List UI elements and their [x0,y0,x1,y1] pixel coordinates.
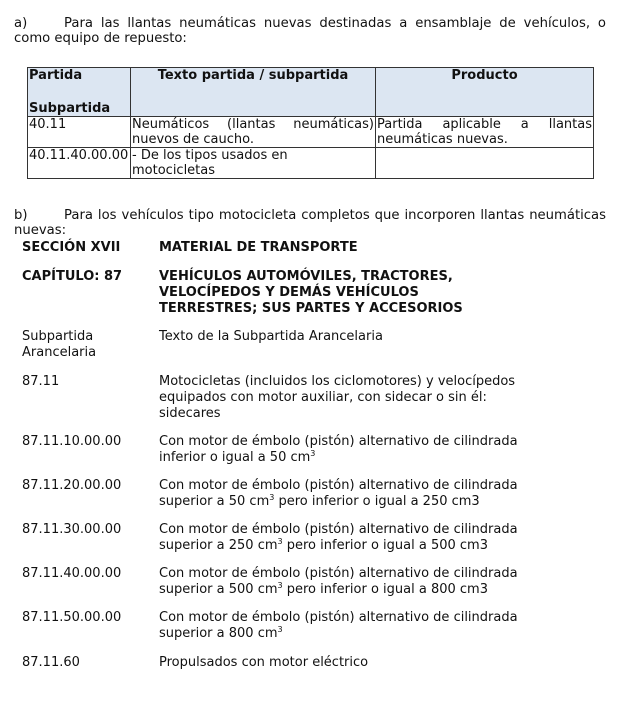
entry-code: 87.11.20.00.00 [22,478,122,493]
row-code: 40.11.40.00.00 [28,148,131,179]
chapter-title: VEHÍCULOS AUTOMÓVILES, TRACTORES, VELOCÍPEDOS Y DEMÁS VEHÍCULOS TERRESTRES; SUS PARTES Y ACCESORIOS [159,269,463,316]
list-item [22,655,582,671]
entry-text: Con motor de émbolo (pistón) alternativo de cilindrada superior a 250 $cm^3$ pero inferior o igual a 500 cm3 [159,522,518,553]
entry-code: 87.11 [22,374,60,389]
section-label: SECCIÓN XVII [22,240,121,255]
entry-text: Con motor de émbolo (pistón) alternativo de cilindrada inferior o igual a 50 $cm^3$ [159,434,518,465]
header-subpartida: Subpartida [29,101,111,116]
column-header-text: Texto de la Subpartida Arancelaria [159,329,383,344]
list-item [22,566,582,598]
list-item [22,610,582,642]
paragraph-b [14,208,606,238]
row-text: Neumáticos (llantas neumáticas) nuevos de caucho. [132,117,374,147]
row-text: - De los tipos usados en motocicletas [131,148,376,179]
section-row [22,240,582,256]
entry-text: Con motor de émbolo (pistón) alternativo de cilindrada superior a 50 $cm^3$ pero inferior o igual a 250 cm3 [159,478,518,509]
row-code: 40.11 [28,117,131,148]
entry-text: Con motor de émbolo (pistón) alternativo de cilindrada superior a 800 $cm^3$ [159,610,518,641]
list-item [22,478,582,510]
entry-text: Propulsados con motor eléctrico [159,655,369,670]
table-row [28,148,594,179]
tariff-listing [22,240,582,671]
header-producto: Producto [376,68,594,117]
entry-code: 87.11.40.00.00 [22,566,122,581]
table-header-row [28,68,594,117]
column-header-row [22,329,582,361]
paragraph-a-text: Para las llantas neumáticas nuevas destinadas a ensamblaje de vehículos, o como equipo de repuesto: [14,16,606,46]
chapter-row [22,269,582,317]
list-item [22,522,582,554]
entry-text: Motocicletas (incluidos los ciclomotores) y velocípedos equipados con motor auxiliar, con sidecar o sin él: sidecares [159,374,516,421]
paragraph-a-marker: a) [14,16,28,31]
row-product: Partida aplicable a llantas neumáticas nuevas. [377,117,592,147]
chapter-label: CAPÍTULO: 87 [22,269,123,284]
paragraph-a [14,16,606,46]
header-texto-partida: Texto partida / subpartida [131,68,376,117]
list-item [22,374,582,422]
section-title: MATERIAL DE TRANSPORTE [159,240,358,255]
entry-code: 87.11.60 [22,655,80,670]
table-row [28,117,594,148]
entry-code: 87.11.30.00.00 [22,522,122,537]
paragraph-b-marker: b) [14,208,28,223]
entry-code: 87.11.50.00.00 [22,610,122,625]
entry-code: 87.11.10.00.00 [22,434,122,449]
list-item [22,434,582,466]
header-partida: Partida [29,68,83,83]
paragraph-b-text: Para los vehículos tipo motocicleta completos que incorporen llantas neumáticas nuevas: [14,208,606,238]
entry-text: Con motor de émbolo (pistón) alternativo de cilindrada superior a 500 $cm^3$ pero inferior o igual a 800 cm3 [159,566,518,597]
column-header-code: Subpartida Arancelaria [22,329,97,360]
tariff-table [27,67,594,179]
row-product [376,148,594,179]
header-partida-subpartida [28,68,131,117]
